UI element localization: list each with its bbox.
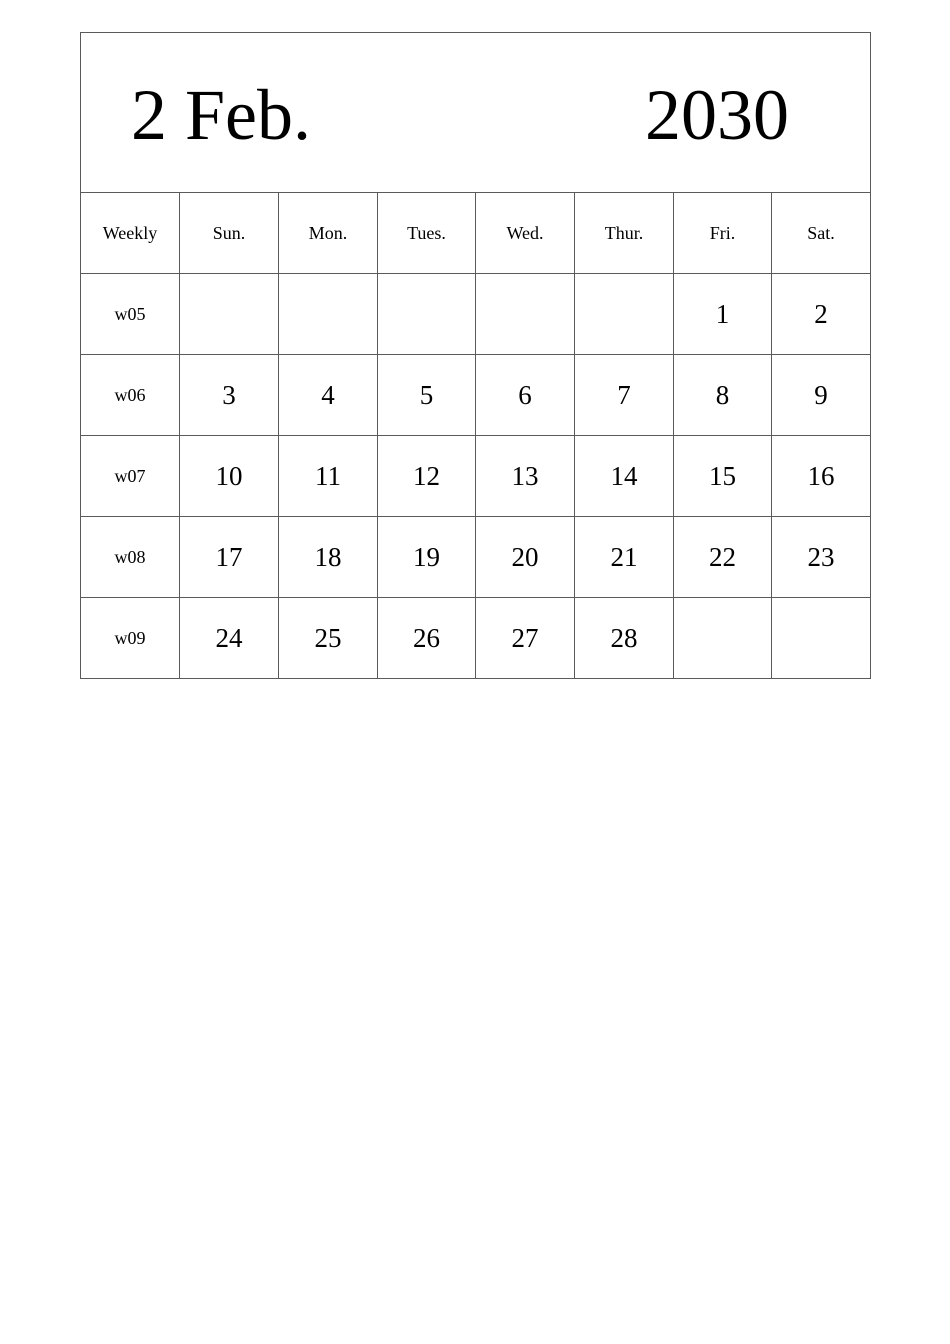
header-wed: Wed. (476, 193, 575, 274)
day-cell: 26 (378, 598, 476, 679)
day-cell: 22 (674, 517, 772, 598)
header-sun: Sun. (180, 193, 279, 274)
year-title: 2030 (645, 75, 789, 155)
day-cell: 3 (180, 355, 279, 436)
header-weekly: Weekly (81, 193, 180, 274)
day-cell: 24 (180, 598, 279, 679)
day-cell: 5 (378, 355, 476, 436)
day-cell (378, 274, 476, 355)
day-cell: 6 (476, 355, 575, 436)
week-number: w05 (81, 274, 180, 355)
day-cell: 2 (772, 274, 871, 355)
day-cell (279, 274, 378, 355)
day-cell: 23 (772, 517, 871, 598)
day-cell: 19 (378, 517, 476, 598)
day-cell: 27 (476, 598, 575, 679)
week-number: w09 (81, 598, 180, 679)
week-number: w06 (81, 355, 180, 436)
weekday-header-row (81, 193, 871, 274)
day-cell: 8 (674, 355, 772, 436)
day-cell: 7 (575, 355, 674, 436)
day-cell (476, 274, 575, 355)
day-cell: 21 (575, 517, 674, 598)
week-row (81, 598, 871, 679)
header-thu: Thur. (575, 193, 674, 274)
day-cell (674, 598, 772, 679)
day-cell (575, 274, 674, 355)
day-cell: 12 (378, 436, 476, 517)
week-row (81, 517, 871, 598)
day-cell: 17 (180, 517, 279, 598)
day-cell: 20 (476, 517, 575, 598)
day-cell: 16 (772, 436, 871, 517)
header-sat: Sat. (772, 193, 871, 274)
day-cell (772, 598, 871, 679)
month-title: 2 Feb. (131, 75, 311, 155)
day-cell: 11 (279, 436, 378, 517)
day-cell: 1 (674, 274, 772, 355)
header-mon: Mon. (279, 193, 378, 274)
day-cell: 10 (180, 436, 279, 517)
day-cell: 15 (674, 436, 772, 517)
week-number: w08 (81, 517, 180, 598)
day-cell: 9 (772, 355, 871, 436)
day-cell: 18 (279, 517, 378, 598)
week-row (81, 274, 871, 355)
header-tue: Tues. (378, 193, 476, 274)
calendar-title (81, 33, 871, 193)
week-row (81, 436, 871, 517)
day-cell: 25 (279, 598, 378, 679)
day-cell: 14 (575, 436, 674, 517)
day-cell (180, 274, 279, 355)
day-cell: 28 (575, 598, 674, 679)
week-number: w07 (81, 436, 180, 517)
calendar-table (80, 32, 871, 679)
header-fri: Fri. (674, 193, 772, 274)
title-row (81, 33, 871, 193)
week-row (81, 355, 871, 436)
day-cell: 13 (476, 436, 575, 517)
day-cell: 4 (279, 355, 378, 436)
